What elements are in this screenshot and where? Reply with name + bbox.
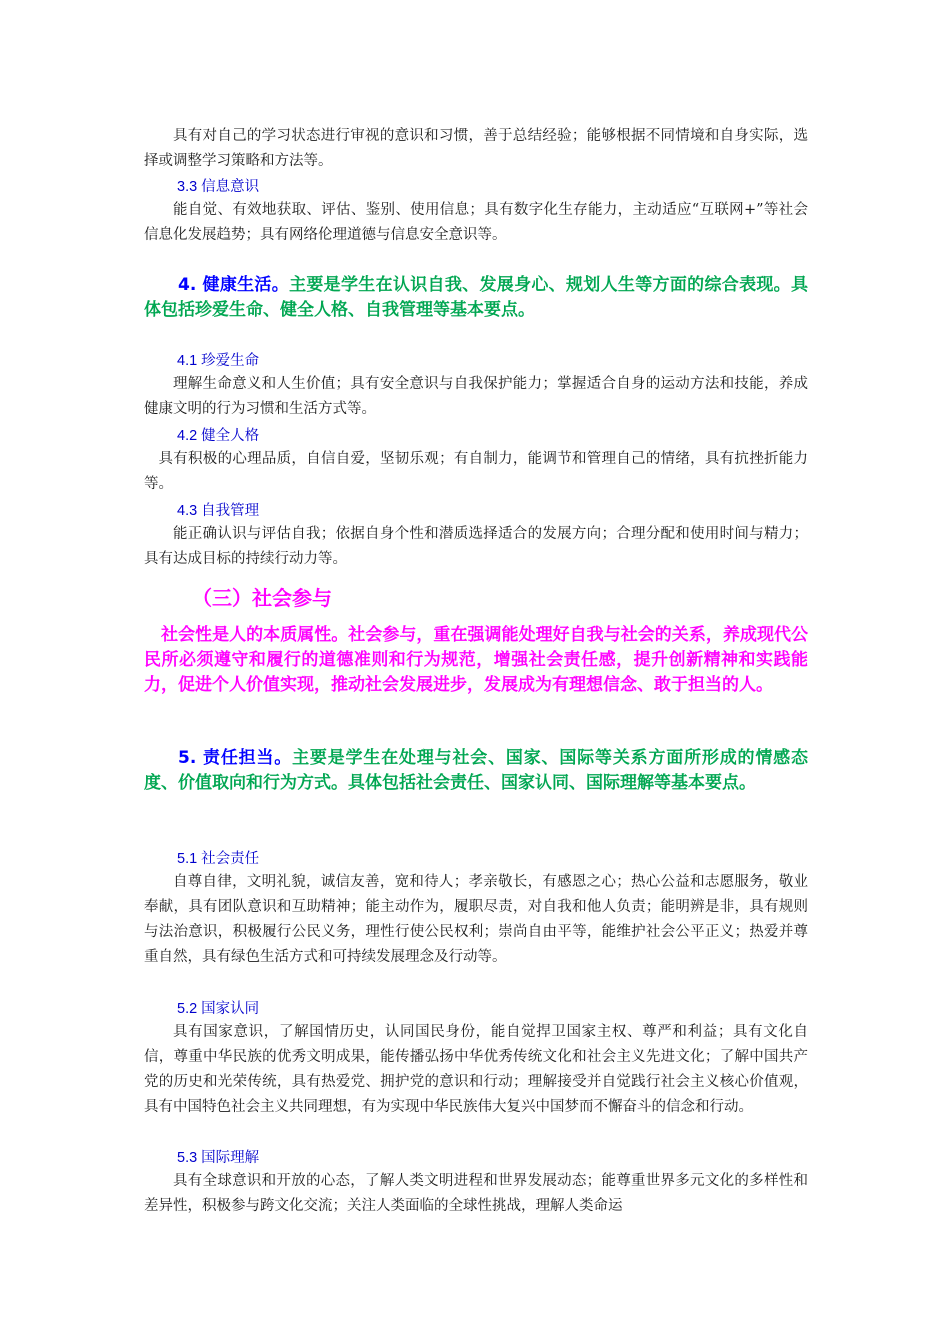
heading-4-2: 4.2 健全人格	[177, 428, 260, 444]
paragraph-5-2: 具有国家意识，了解国情历史，认同国民身份，能自觉捍卫国家主权、尊严和利益；具有文化自信，尊重中华民族的优秀文明成果，能传播弘扬中华优秀传统文化和社会主义先进文化；了解中国共产党的历史和光荣传统，具有热爱党、拥护党的意识和行动；理解接受并自觉践行社会主义核心价值观，具有中国特色社会主义共同理想，有为实现中华民族伟大复兴中国梦而不懈奋斗的信念和行动。	[144, 1024, 808, 1115]
section-4-text: 主要是学生在认识自我、发展身心、规划人生等方面的综合表现。具体包括珍爱生命、健全人格、自我管理等基本要点。	[144, 275, 808, 320]
heading-4-1: 4.1 珍爱生命	[177, 353, 260, 369]
heading-3-3: 3.3 信息意识	[177, 179, 260, 195]
heading-5-1: 5.1 社会责任	[177, 851, 260, 867]
paragraph-5-3: 具有全球意识和开放的心态，了解人类文明进程和世界发展动态；能尊重世界多元文化的多样性和差异性，积极参与跨文化交流；关注人类面临的全球性挑战，理解人类命运	[144, 1173, 808, 1214]
section-3-title: （三）社会参与	[192, 586, 332, 610]
heading-5-3: 5.3 国际理解	[177, 1150, 260, 1166]
section-4-lead: 4. 健康生活。	[178, 275, 290, 295]
section-5-intro	[144, 746, 808, 796]
section-5-lead: 5. 责任担当。	[178, 748, 293, 768]
section-3-intro: 社会性是人的本质属性。社会参与，重在强调能处理好自我与社会的关系，养成现代公民所必须遵守和履行的道德准则和行为规范，增强社会责任感，提升创新精神和实践能力，促进个人价值实现，推动社会发展进步，发展成为有理想信念、敢于担当的人。	[144, 625, 808, 695]
paragraph-3-2-tail: 具有对自己的学习状态进行审视的意识和习惯，善于总结经验；能够根据不同情境和自身实际，选择或调整学习策略和方法等。	[144, 128, 808, 169]
paragraph-4-3: 能正确认识与评估自我；依据自身个性和潜质选择适合的发展方向；合理分配和使用时间与精力；具有达成目标的持续行动力等。	[144, 526, 808, 567]
section-4-intro	[144, 273, 808, 323]
paragraph-5-1: 自尊自律，文明礼貌，诚信友善，宽和待人；孝亲敬长，有感恩之心；热心公益和志愿服务，敬业奉献，具有团队意识和互助精神；能主动作为，履职尽责，对自我和他人负责；能明辨是非，具有规则与法治意识，积极履行公民义务，理性行使公民权利；崇尚自由平等，能维护社会公平正义；热爱并尊重自然，具有绿色生活方式和可持续发展理念及行动等。	[144, 874, 808, 965]
paragraph-4-2: 具有积极的心理品质，自信自爱，坚韧乐观；有自制力，能调节和管理自己的情绪，具有抗挫折能力等。	[144, 451, 808, 492]
section-5-text: 主要是学生在处理与社会、国家、国际等关系方面所形成的情感态度、价值取向和行为方式。具体包括社会责任、国家认同、国际理解等基本要点。	[144, 748, 808, 793]
heading-5-2: 5.2 国家认同	[177, 1001, 260, 1017]
paragraph-3-3: 能自觉、有效地获取、评估、鉴别、使用信息；具有数字化生存能力，主动适应“互联网+”等社会信息化发展趋势；具有网络伦理道德与信息安全意识等。	[144, 202, 808, 243]
paragraph-4-1: 理解生命意义和人生价值；具有安全意识与自我保护能力；掌握适合自身的运动方法和技能，养成健康文明的行为习惯和生活方式等。	[144, 376, 808, 417]
heading-4-3: 4.3 自我管理	[177, 503, 260, 519]
